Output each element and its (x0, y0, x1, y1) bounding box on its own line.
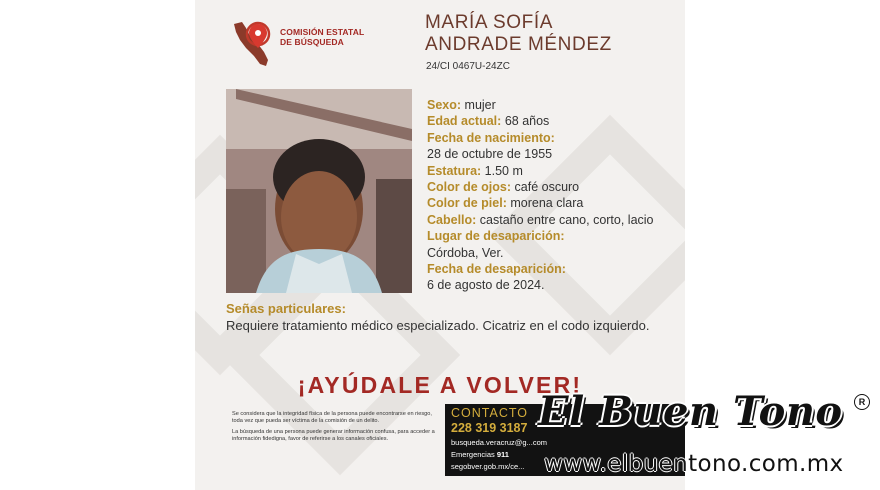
cabello-value: castaño entre cano, corto, lacio (479, 212, 654, 227)
person-name-line1: MARÍA SOFÍA (425, 12, 554, 33)
organization-name-line2: DE BÚSQUEDA (280, 37, 344, 47)
fecha-desaparicion-label: Fecha de desaparición: (427, 262, 566, 277)
cabello-label: Cabello: (427, 212, 477, 227)
contact-phone[interactable]: 228 319 3187 (451, 421, 528, 435)
senas-label: Señas particulares: (226, 301, 346, 316)
watermark-title: El Buen Tono (538, 388, 843, 435)
sexo-label: Sexo: (427, 98, 462, 112)
registered-trademark-icon: R (854, 394, 870, 410)
ojos-value: café oscuro (514, 180, 580, 195)
emergency-label: Emergencias (451, 450, 495, 459)
location-pin-state-map-icon (228, 16, 278, 70)
newspaper-watermark (530, 382, 880, 482)
missing-person-photo (226, 89, 412, 293)
edad-row (427, 113, 685, 129)
edad-label: Edad actual: (427, 114, 502, 129)
watermark-url: www.elbuentono.com.mx (544, 451, 844, 477)
nacimiento-label: Fecha de nacimiento: (427, 130, 555, 145)
organization-logo (228, 16, 398, 70)
senas-particulares (226, 300, 666, 334)
contact-title: CONTACTO (451, 406, 528, 420)
contact-email[interactable]: busqueda.veracruz@g...com (451, 438, 547, 447)
lugar-label: Lugar de desaparición: (427, 229, 565, 244)
person-details (427, 97, 685, 294)
piel-value: morena clara (510, 196, 584, 211)
contact-emergency (451, 450, 509, 459)
senas-text: Requiere tratamiento médico especializado. Cicatriz en el codo izquierdo. (226, 318, 650, 333)
cabello-row (427, 212, 685, 228)
edad-value: 68 años (504, 114, 550, 129)
contact-site[interactable]: segobver.gob.mx/ce... (451, 462, 525, 471)
ojos-label: Color de ojos: (427, 180, 512, 195)
organization-name (280, 27, 364, 47)
estatura-value: 1.50 m (484, 163, 523, 178)
disclaimer-notes (232, 411, 437, 447)
estatura-row (427, 163, 685, 179)
estatura-label: Estatura: (427, 163, 482, 178)
person-name (425, 12, 612, 56)
sexo-value: mujer (464, 98, 496, 112)
call-to-action-heading: ¡AYÚDALE A VOLVER! (297, 372, 583, 398)
ojos-row (427, 179, 685, 195)
fecha-desaparicion-value: 6 de agosto de 2024. (427, 278, 545, 293)
organization-name-line1: COMISIÓN ESTATAL (280, 27, 365, 37)
emergency-number[interactable]: 911 (496, 450, 509, 459)
lugar-value: Córdoba, Ver. (427, 245, 504, 260)
sexo-row (427, 97, 685, 113)
piel-label: Color de piel: (427, 196, 507, 211)
nacimiento-value: 28 de octubre de 1955 (427, 147, 553, 162)
piel-row (427, 195, 685, 211)
disclaimer-paragraph: Se considera que la integridad física de la persona puede encontrarse en riesgo, toda vez que pueda ser víctima de la comisión de un delito. (232, 411, 432, 424)
person-name-line2: ANDRADE MÉNDEZ (425, 34, 612, 55)
disclaimer-paragraph: La búsqueda de una persona puede generar información confusa, para acceder a información fidedigna, favor de referirse a los canales oficiales. (232, 429, 435, 442)
case-id: 24/CI 0467U-24ZC (426, 61, 510, 72)
